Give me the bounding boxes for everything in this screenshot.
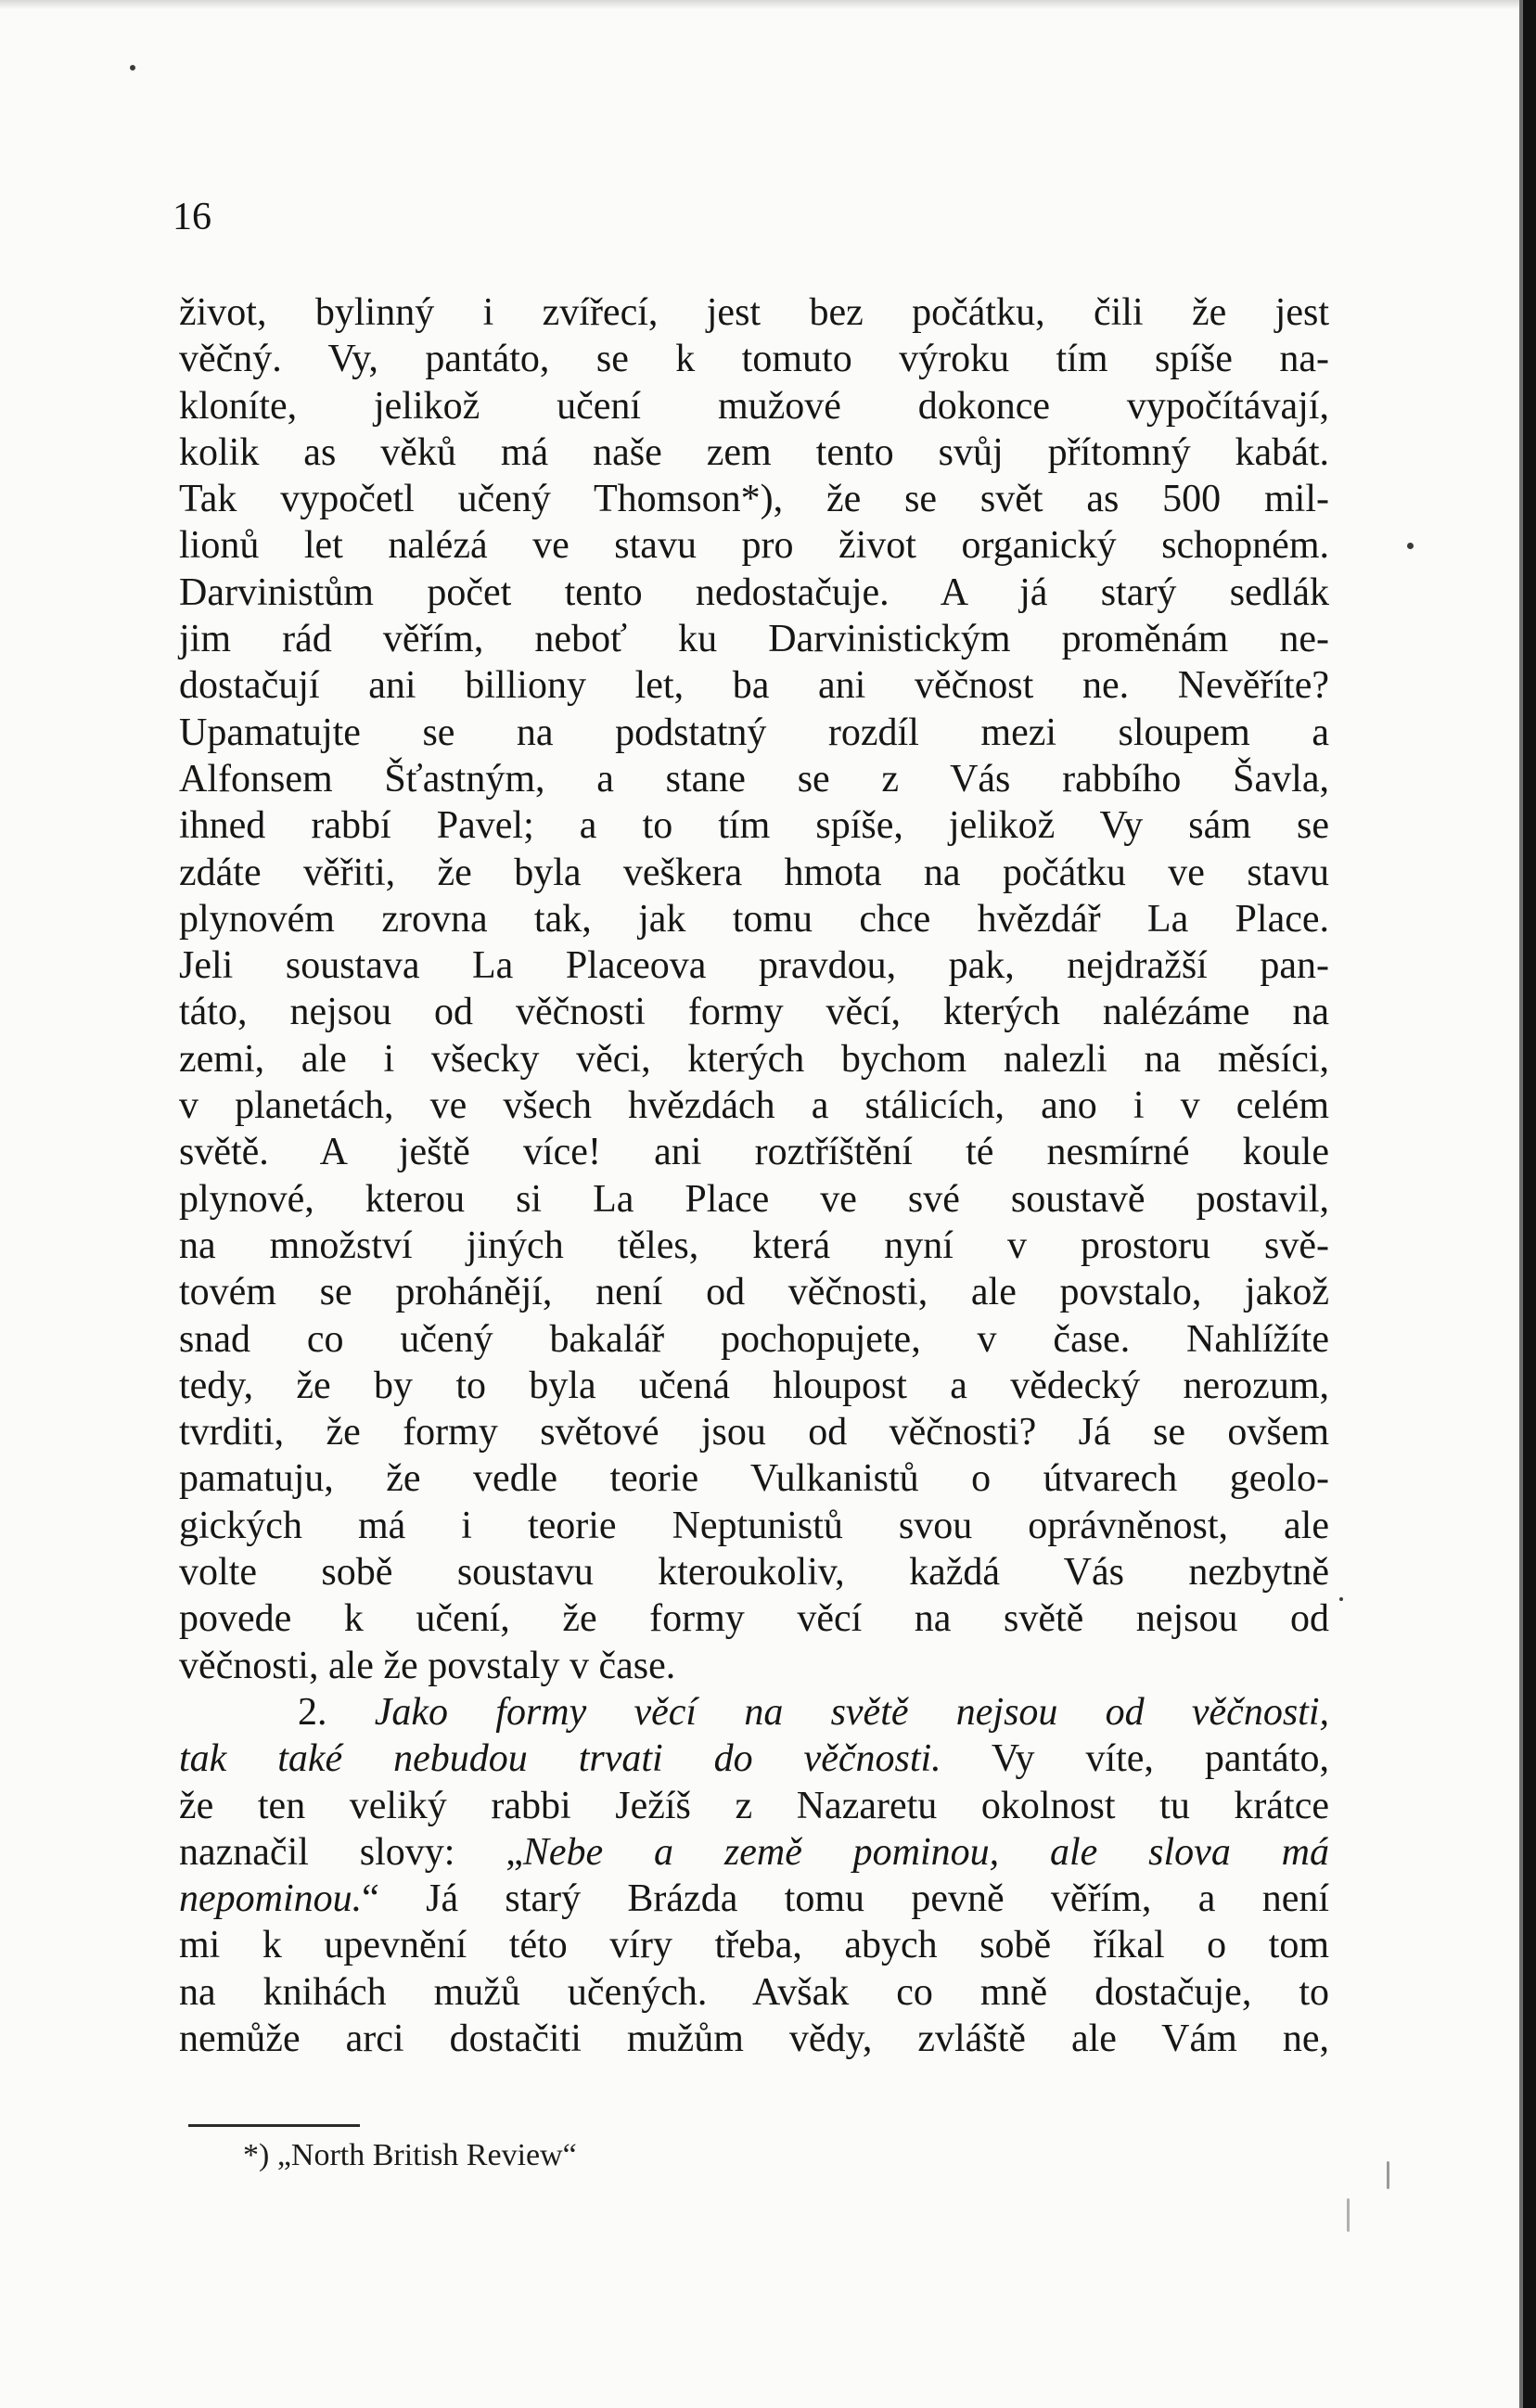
page-number: 16	[173, 196, 211, 238]
section-heading-line	[179, 1689, 1329, 1736]
section-number: 2.	[298, 1690, 327, 1734]
text-line: na knihách mužů učených. Avšak co mně dostačuje, to	[179, 1970, 1329, 2014]
text-line: tvrditi, že formy světové jsou od věčnosti? Já se ovšem	[179, 1411, 1329, 1454]
text-line	[179, 1829, 1329, 1876]
text-line: Darvinistům počet tento nedostačuje. A já starý sedlák	[179, 570, 1329, 614]
text-line: jim rád věřím, neboť ku Darvinistickým proměnám ne-	[179, 618, 1329, 661]
text-line: dostačují ani billiony let, ba ani věčnost ne. Nevěříte?	[179, 664, 1329, 708]
text-line: pamatuju, že vedle teorie Vulkanistů o útvarech geolo-	[179, 1457, 1329, 1501]
quotation-italic: Nebe a země pominou, ale slova má	[522, 1830, 1329, 1874]
section-title-italic: Jako formy věcí na světě nejsou od věčnosti,	[374, 1690, 1329, 1734]
text-line: zdáte věřiti, že byla veškera hmota na počátku ve stavu	[179, 851, 1329, 894]
text-line	[179, 1876, 1329, 1922]
text-line: volte sobě soustavu kteroukoliv, každá Vás nezbytně	[179, 1551, 1329, 1595]
text-line: Jeli soustava La Placeova pravdou, pak, nejdražší pan-	[179, 944, 1329, 988]
text-fragment: Vy víte, pantáto,	[941, 1737, 1329, 1781]
text-line: život, bylinný i zvířecí, jest bez počátku, čili že jest	[179, 291, 1329, 334]
text-line: mi k upevnění této víry třeba, abych sobě říkal o tom	[179, 1924, 1329, 1967]
text-line: že ten veliký rabbi Ježíš z Nazaretu okolnost tu krátce	[179, 1784, 1329, 1827]
scan-dark-edge	[1523, 0, 1536, 2408]
footnote-divider	[188, 2124, 360, 2127]
text-line: na množství jiných těles, která nyní v prostoru svě-	[179, 1223, 1329, 1267]
text-line	[179, 1736, 1329, 1782]
text-line: gických má i teorie Neptunistů svou oprávněnost, ale	[179, 1504, 1329, 1547]
text-fragment: naznačil slovy: „	[179, 1830, 523, 1874]
text-line: v planetách, ve všech hvězdách a stálicích, ano i v celém	[179, 1084, 1329, 1128]
text-line: táto, nejsou od věčnosti formy věcí, kterých nalézáme na	[179, 991, 1329, 1034]
dust-speck	[1339, 1597, 1343, 1601]
text-line: věčný. Vy, pantáto, se k tomuto výroku tím spíše na-	[179, 338, 1329, 381]
text-line: Alfonsem Šťastným, a stane se z Vás rabbího Šavla,	[179, 757, 1329, 801]
dust-speck	[1407, 543, 1414, 549]
text-fragment: “ Já starý Brázda tomu pevně věřím, a není	[362, 1877, 1329, 1921]
text-line: kloníte, jelikož učení mužové dokonce vypočítávají,	[179, 384, 1329, 428]
text-line: Upamatujte se na podstatný rozdíl mezi sloupem a	[179, 711, 1329, 754]
text-line: plynové, kterou si La Place ve své soustavě postavil,	[179, 1177, 1329, 1221]
dust-speck	[1347, 2198, 1350, 2232]
dust-speck	[130, 65, 135, 70]
text-line: plynovém zrovna tak, jak tomu chce hvězdář La Place.	[179, 897, 1329, 941]
text-line: Tak vypočetl učený Thomson*), že se svět as 500 mil-	[179, 478, 1329, 521]
text-line: povede k učení, že formy věcí na světě nejsou od	[179, 1597, 1329, 1641]
footnote: *) „North British Review“	[243, 2138, 577, 2172]
section-title-italic: tak také nebudou trvati do věčnosti.	[179, 1737, 941, 1781]
scan-top-edge	[0, 0, 1536, 9]
text-line: věčnosti, ale že povstaly v čase.	[179, 1644, 676, 1687]
quotation-italic: nepominou.	[179, 1877, 363, 1921]
text-line: nemůže arci dostačiti mužům vědy, zvláště ale Vám ne,	[179, 2017, 1329, 2060]
text-line: kolik as věků má naše zem tento svůj přítomný kabát.	[179, 430, 1329, 474]
text-line: snad co učený bakalář pochopujete, v čase. Nahlížíte	[179, 1317, 1329, 1361]
text-line: lionů let nalézá ve stavu pro život organický schopném.	[179, 524, 1329, 568]
text-line: světě. A ještě více! ani roztříštění té nesmírné koule	[179, 1131, 1329, 1174]
text-line: tedy, že by to byla učená hloupost a vědecký nerozum,	[179, 1364, 1329, 1407]
dust-speck	[1387, 2161, 1389, 2189]
text-line: tovém se prohánějí, není od věčnosti, ale povstalo, jakož	[179, 1271, 1329, 1314]
text-line: zemi, ale i všecky věci, kterých bychom nalezli na měsíci,	[179, 1037, 1329, 1081]
body-text	[179, 289, 1329, 2062]
text-line: ihned rabbí Pavel; a to tím spíše, jelikož Vy sám se	[179, 804, 1329, 848]
